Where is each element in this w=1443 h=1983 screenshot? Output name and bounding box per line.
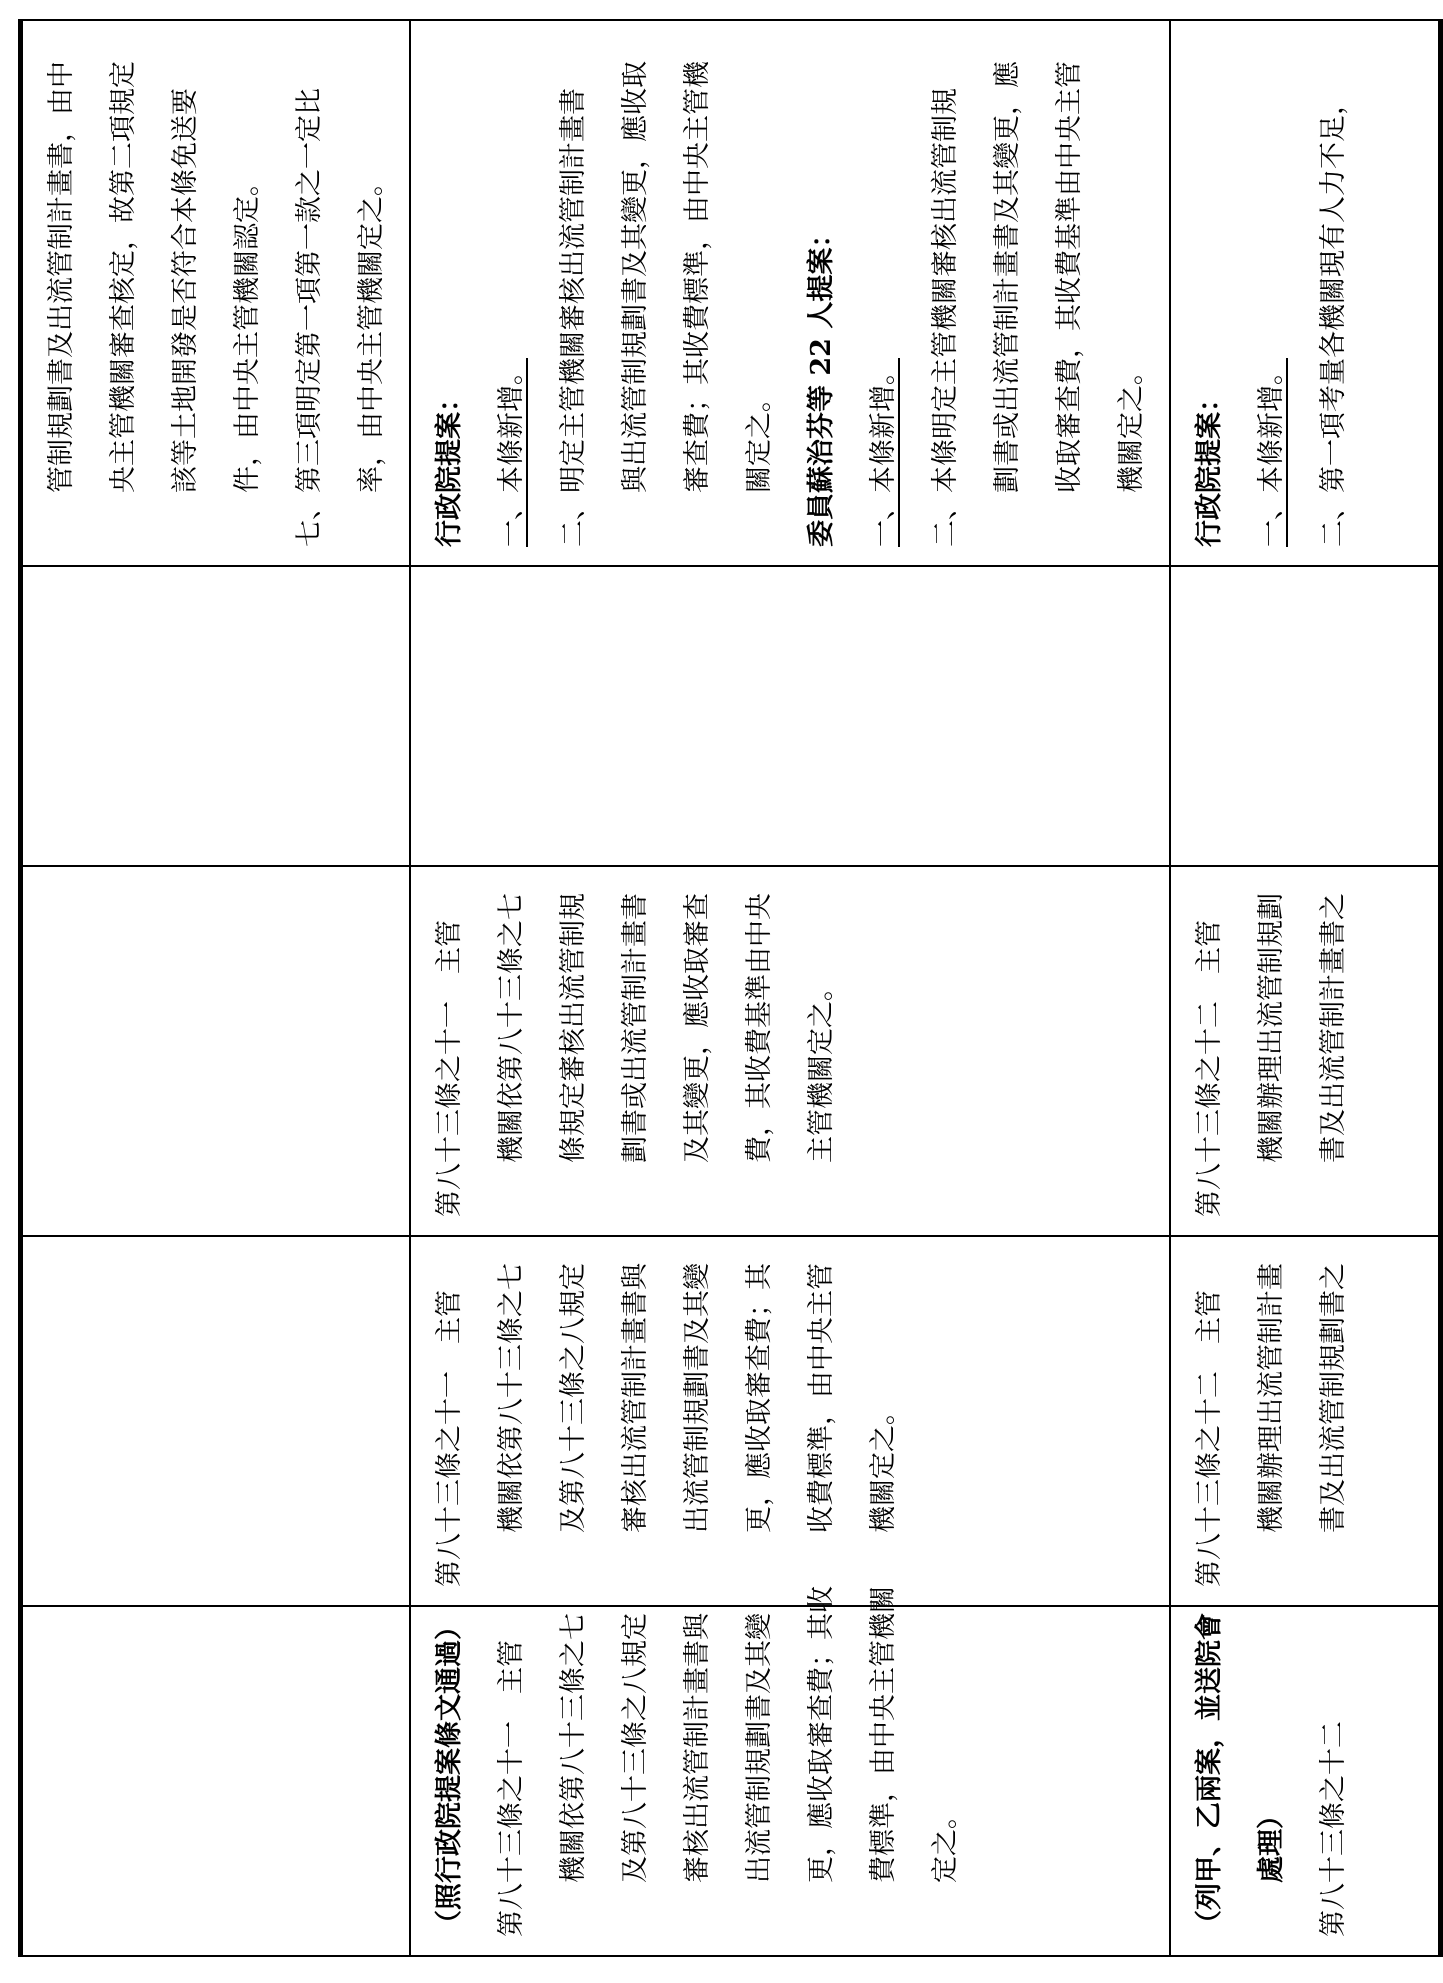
table-row [21,20,411,1956]
cell-review-result [1170,1606,1440,1956]
text-line: 率，由中央主管機關定之。 [356,169,387,493]
text-line: 第八十三條之十一 主管 [434,920,465,1217]
text-line: 及第八十三條之八規定 [620,1613,651,1883]
cell-explanation [410,20,1170,566]
review-heading: （照行政院提案條文通過） [434,1613,465,1937]
text-line: 該等土地開發是否符合本條免送要 [170,88,201,493]
cell-member-draft [410,866,1170,1236]
text-line: 機關依第八十三條之七 [496,1263,527,1533]
text-line: 審核出流管制計畫書與 [682,1613,713,1883]
text-line: 及第八十三條之八規定 [558,1263,589,1533]
text-line: 審查費；其收費標準，由中央主管機 [682,61,713,493]
text-line: 第八十三條之十一 主管 [496,1640,527,1937]
text-line: 第八十三條之十一 主管 [434,1290,465,1587]
table-row [1170,20,1440,1956]
text-line: 第八十三條之十二 [1318,1721,1349,1937]
cell-explanation [1170,20,1440,566]
text-line: 收取審查費，其收費基準由中央主管 [1054,61,1085,493]
cell-review-result [21,1606,411,1956]
text-line: 機關依第八十三條之七 [558,1613,589,1883]
text-line: 更，應收取審查費；其收 [806,1586,837,1883]
text-line: 主管機關定之。 [806,974,837,1163]
text-line: 書及出流管制規劃書之 [1318,1263,1349,1533]
text-line: 第八十三條之十二 主管 [1194,920,1225,1217]
review-heading-cont: 處理） [1256,1802,1287,1883]
text-line: 書及出流管制計畫書之 [1318,893,1349,1163]
text-line: 一、本條新增。 [1256,358,1287,547]
explanation-heading: 委員蘇治芬等 22 人提案： [806,220,837,547]
text-line: 第八十三條之十二 主管 [1194,1290,1225,1587]
text-line: 費標準，由中央主管機關 [868,1586,899,1883]
text-line: 件，由中央主管機關認定。 [232,169,263,493]
text-line: 定之。 [930,1802,961,1883]
text-line: 二、明定主管機關審核出流管制計畫書 [558,88,589,547]
text-line: 與出流管制規劃書及其變更，應收取 [620,61,651,493]
text-line: 二、第一項考量各機關現有人力不足， [1318,88,1349,547]
text-line: 機關辦理出流管制計畫 [1256,1263,1287,1533]
text-line: 條規定審核出流管制規 [558,893,589,1163]
text-line: 關定之。 [744,385,775,493]
cell-review-result [410,1586,1170,1956]
cell-executive-draft [1170,1236,1440,1606]
text-line: 七、第三項明定第一項第一款之一定比 [294,88,325,547]
text-line: 機關辦理出流管制規劃 [1256,893,1287,1163]
text-line: 劃書或出流管制計畫書 [620,893,651,1163]
text-line: 機關定之。 [1116,358,1147,493]
text-line: 審核出流管制計畫書與 [620,1263,651,1533]
text-line: 管制規劃書及出流管制計畫書，由中 [46,61,77,493]
text-line: 出流管制規劃書及其變 [744,1613,775,1883]
text-line: 出流管制規劃書及其變 [682,1263,713,1533]
explanation-heading: 行政院提案： [1194,385,1225,547]
text-line: 更，應收取審查費；其 [744,1263,775,1533]
cell-current-law [1170,566,1440,866]
cell-explanation [21,20,411,566]
text-line: 機關依第八十三條之七 [496,893,527,1163]
text-line: 二、本條明定主管機關審核出流管制規 [930,88,961,547]
cell-member-draft [21,866,411,1236]
comparison-table [18,19,1443,1957]
text-line: 費，其收費基準由中央 [744,893,775,1163]
text-line: 機關定之。 [868,1398,899,1533]
cell-executive-draft [21,1236,411,1606]
text-line: 劃書或出流管制計畫書及其變更，應 [992,61,1023,493]
cell-member-draft [1170,866,1440,1236]
cell-current-law [410,566,1170,866]
text-line: 一、本條新增。 [496,358,527,547]
review-heading: （列甲、乙兩案，並送院會 [1194,1613,1225,1937]
table-row [410,20,1170,1956]
text-line: 央主管機關審查核定，故第二項規定 [108,61,139,493]
text-line: 及其變更，應收取審查 [682,893,713,1163]
cell-current-law [21,566,411,866]
explanation-heading: 行政院提案： [434,385,465,547]
cell-executive-draft [410,1236,1170,1606]
text-line: 一、本條新增。 [868,358,899,547]
text-line: 收費標準，由中央主管 [806,1263,837,1533]
